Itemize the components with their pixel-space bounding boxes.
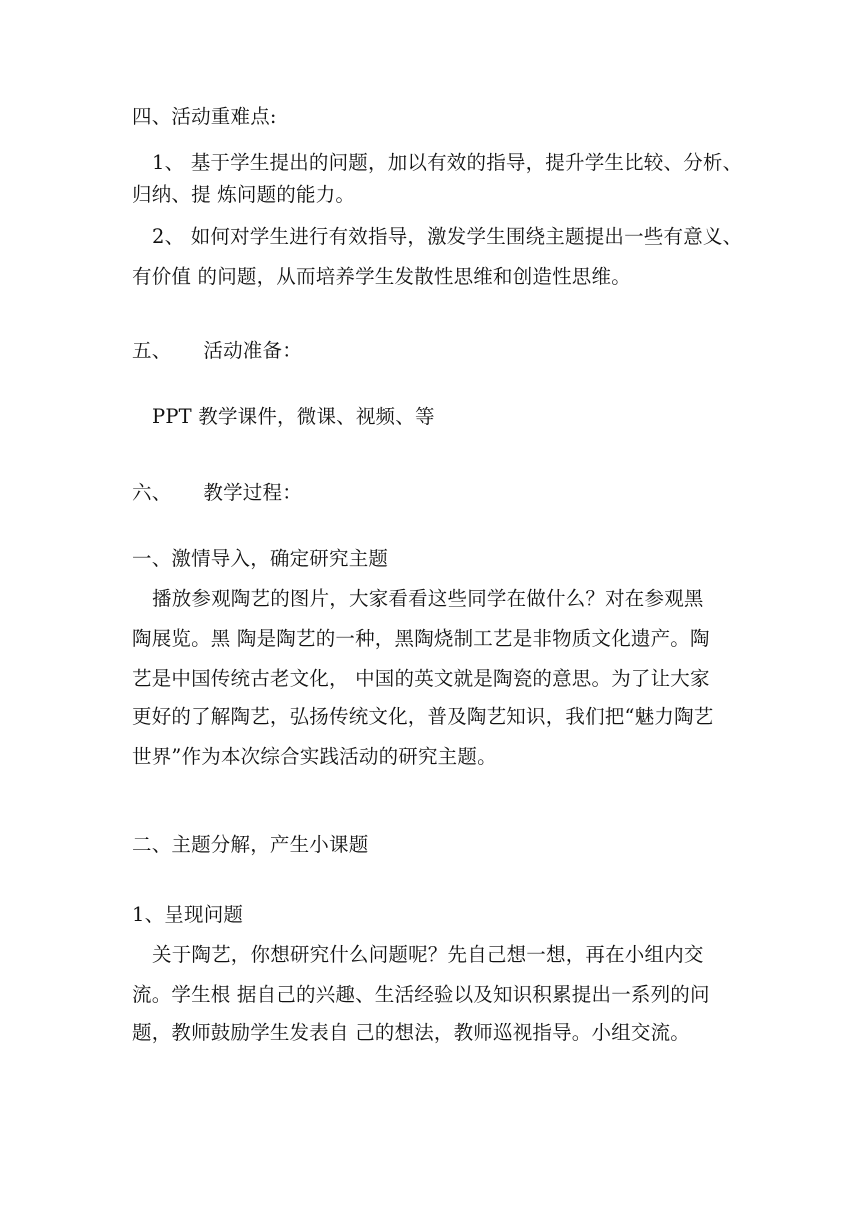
part-2-subheading-1: 1、呈现问题 xyxy=(132,903,244,926)
part-2-paragraph-line3: 题，教师鼓励学生发表自 己的想法，教师巡视指导。小组交流。 xyxy=(132,1021,690,1044)
section-4-item2-line1: 2、 如何对学生进行有效指导，激发学生围绕主题提出一些有意义、 xyxy=(152,225,743,248)
part-2-paragraph-line2: 流。学生根 据自己的兴趣、生活经验以及知识积累提出一系列的问 xyxy=(132,983,710,1006)
part-1-heading: 一、激情导入，确定研究主题 xyxy=(132,547,389,570)
section-6-number: 六、 xyxy=(132,481,172,504)
section-5-heading xyxy=(132,338,752,364)
part-2-paragraph-line1: 关于陶艺，你想研究什么问题呢？先自己想一想，再在小组内交 xyxy=(152,943,704,966)
section-6-title: 教学过程： xyxy=(203,481,302,504)
part-1-paragraph-line5: 世界”作为本次综合实践活动的研究主题。 xyxy=(132,745,497,768)
part-1-paragraph-line4: 更好的了解陶艺，弘扬传统文化，普及陶艺知识，我们把“魅力陶艺 xyxy=(132,705,714,728)
section-4-item1-line2: 归纳、提 炼问题的能力。 xyxy=(132,183,356,206)
part-2-heading: 二、主题分解，产生小课题 xyxy=(132,833,369,856)
section-5-number: 五、 xyxy=(132,339,172,362)
section-5-content: PPT 教学课件，微课、视频、等 xyxy=(152,405,435,428)
section-6-heading xyxy=(132,480,752,506)
section-4-item2-line2: 有价值 的问题，从而培养学生发散性思维和创造性思维。 xyxy=(132,265,631,288)
part-1-paragraph-line1: 播放参观陶艺的图片，大家看看这些同学在做什么？对在参观黑 xyxy=(152,587,704,610)
section-4-item1-line1: 1、 基于学生提出的问题，加以有效的指导，提升学生比较、分析、 xyxy=(152,151,743,174)
section-5-title: 活动准备： xyxy=(203,339,302,362)
part-1-paragraph-line3: 艺是中国传统古老文化， 中国的英文就是陶瓷的意思。为了让大家 xyxy=(132,667,710,690)
section-4-heading: 四、活动重难点: xyxy=(132,105,277,128)
part-1-paragraph-line2: 陶展览。黑 陶是陶艺的一种，黑陶烧制工艺是非物质文化遗产。陶 xyxy=(132,627,710,650)
